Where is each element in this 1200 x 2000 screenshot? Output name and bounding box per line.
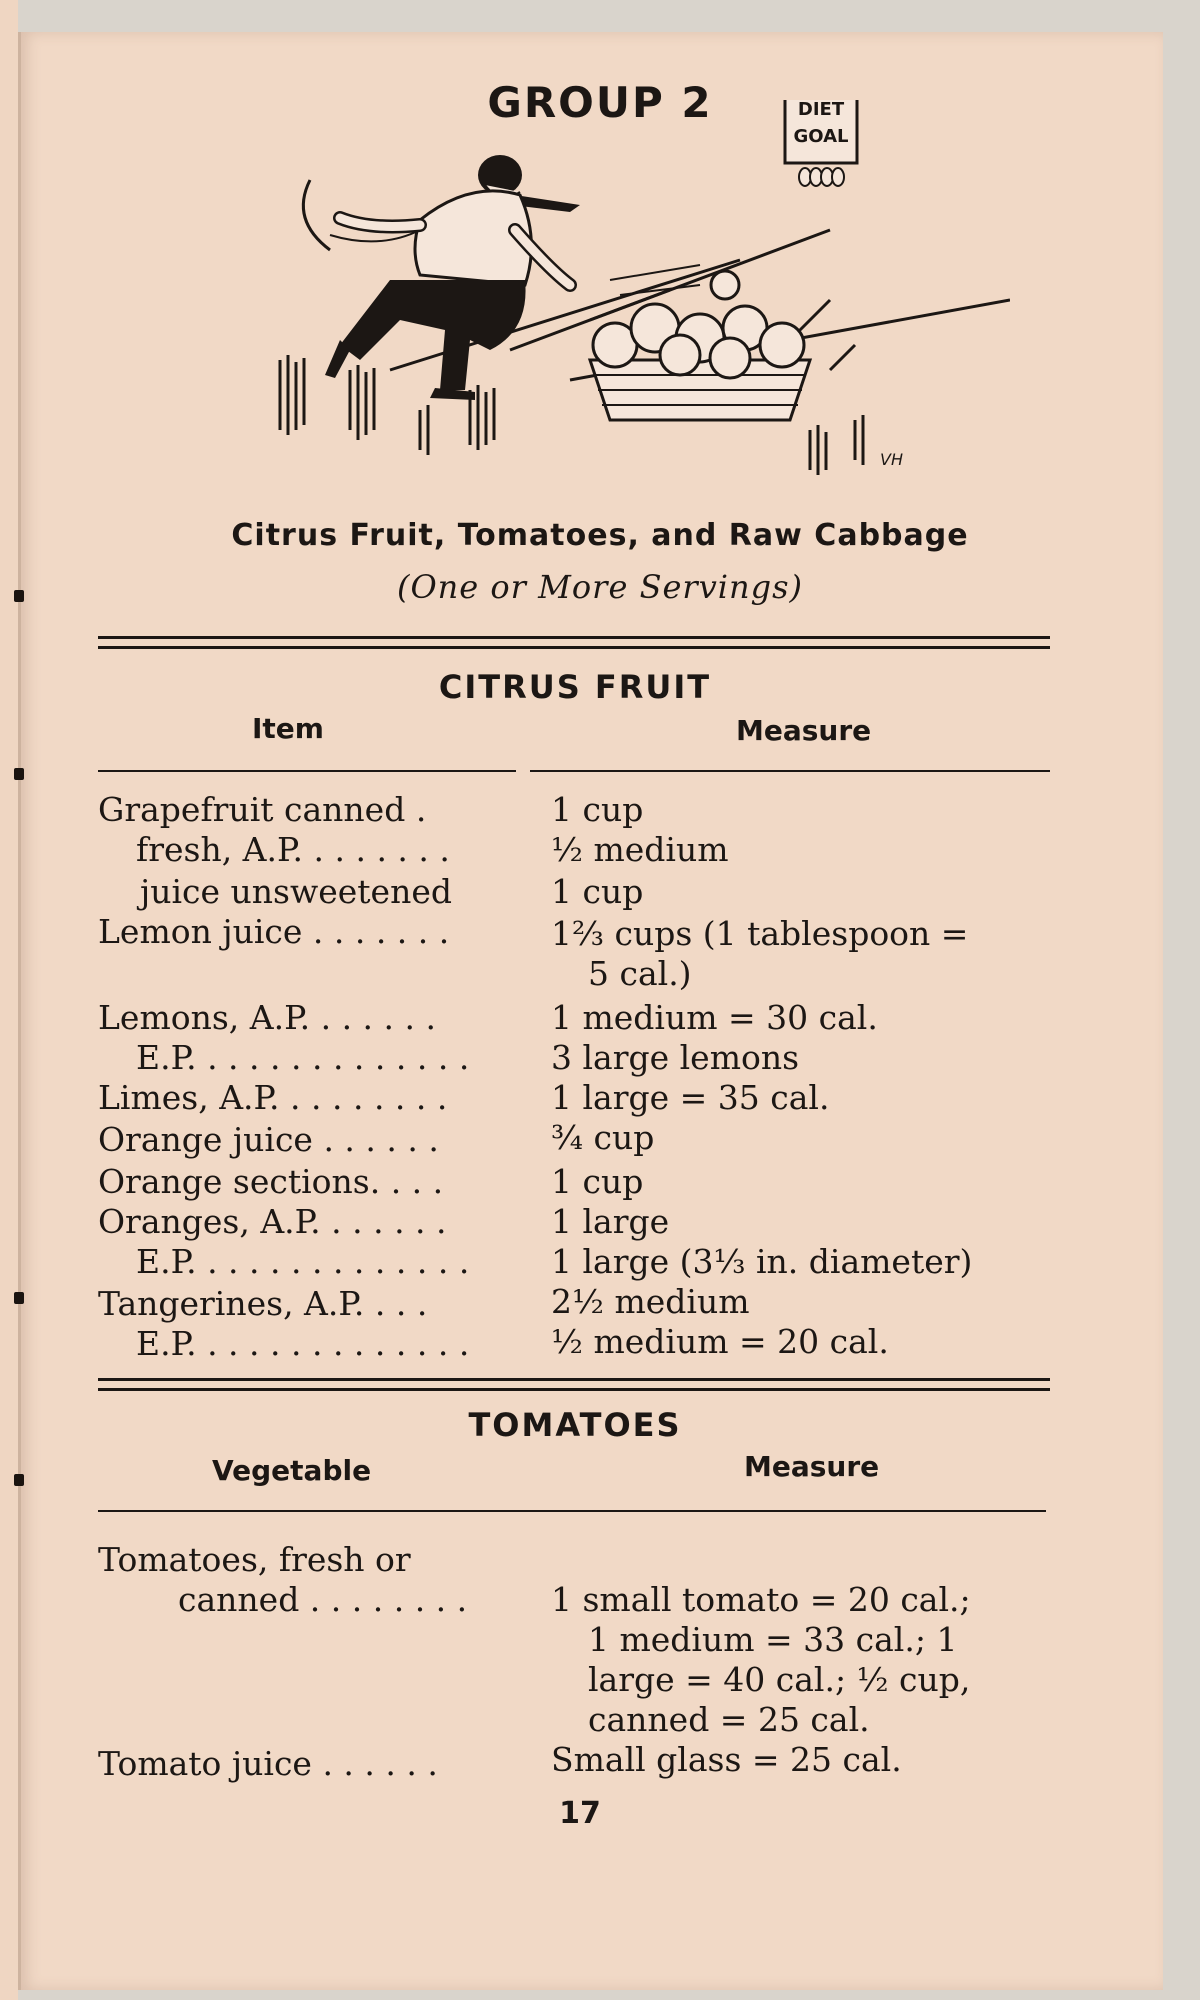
artist-signature: VH [880,450,903,469]
tomatoes-measure: canned = 25 cal. [588,1700,870,1739]
tomatoes-item: canned . . . . . . . . [178,1580,468,1619]
section-subtitle: Citrus Fruit, Tomatoes, and Raw Cabbage [231,518,969,553]
citrus-measure: ½ medium [551,830,729,869]
citrus-item: Oranges, A.P. . . . . . . [98,1202,447,1241]
citrus-measure: 1 medium = 30 cal. [551,998,878,1037]
citrus-item: Lemon juice . . . . . . . [98,912,450,951]
double-rule-top [98,646,1050,649]
tomatoes-measure: 1 medium = 33 cal.; 1 [588,1620,958,1659]
citrus-item: Limes, A.P. . . . . . . . . [98,1078,448,1117]
tomatoes-measure: 1 small tomato = 20 cal.; [551,1580,971,1619]
tomatoes-heading: TOMATOES [468,1406,682,1444]
servings-note: (One or More Servings) [396,568,804,606]
tomatoes-col-item: Vegetable [212,1454,372,1487]
citrus-item: fresh, A.P. . . . . . . . [136,830,450,869]
tomatoes-measure: Small glass = 25 cal. [551,1740,902,1779]
citrus-item: juice unsweetened [140,872,452,911]
citrus-measure: 2½ medium [551,1282,750,1321]
sign-line2: GOAL [793,126,849,147]
tomatoes-item: Tomato juice . . . . . . [98,1744,438,1783]
tomatoes-measure: large = 40 cal.; ½ cup, [588,1660,971,1699]
binding-staple [14,1474,24,1486]
citrus-measure: 1 large [551,1202,670,1241]
page-number: 17 [559,1796,601,1831]
citrus-measure: 1 cup [551,1162,644,1201]
tomatoes-item: Tomatoes, fresh or [98,1540,411,1579]
tomatoes-header-rule [98,1510,1046,1512]
double-rule-top [98,636,1050,639]
citrus-col-item: Item [252,712,324,745]
citrus-measure: 5 cal.) [588,954,692,993]
group-title: GROUP 2 [487,78,713,127]
double-rule-mid [98,1378,1050,1381]
citrus-measure: ½ medium = 20 cal. [551,1322,889,1361]
binding-staple [14,1292,24,1304]
citrus-measure: 3 large lemons [551,1038,800,1077]
citrus-col-measure: Measure [736,714,872,747]
citrus-item: E.P. . . . . . . . . . . . . . [136,1324,470,1363]
binding-edge [0,0,18,2000]
citrus-item: Orange sections. . . . [98,1162,444,1201]
sign-line1: DIET [797,100,845,120]
citrus-header-rule [98,770,516,772]
citrus-item: E.P. . . . . . . . . . . . . . [136,1242,470,1281]
citrus-item: E.P. . . . . . . . . . . . . . [136,1038,470,1077]
citrus-item: Orange juice . . . . . . [98,1120,439,1159]
citrus-measure: 1⅔ cups (1 tablespoon = [551,914,969,953]
citrus-measure: 1 large (3⅓ in. diameter) [551,1242,973,1281]
citrus-item: Lemons, A.P. . . . . . . [98,998,436,1037]
citrus-heading: CITRUS FRUIT [438,668,712,706]
tomatoes-col-measure: Measure [744,1450,880,1483]
citrus-measure: ¾ cup [551,1118,655,1157]
bowler-illustration [270,100,1010,500]
citrus-item: Tangerines, A.P. . . . [98,1284,428,1323]
citrus-item: Grapefruit canned . [98,790,427,829]
citrus-header-rule [530,770,1050,772]
double-rule-mid [98,1388,1050,1391]
binding-staple [14,768,24,780]
citrus-measure: 1 cup [551,872,644,911]
citrus-measure: 1 cup [551,790,644,829]
citrus-measure: 1 large = 35 cal. [551,1078,830,1117]
